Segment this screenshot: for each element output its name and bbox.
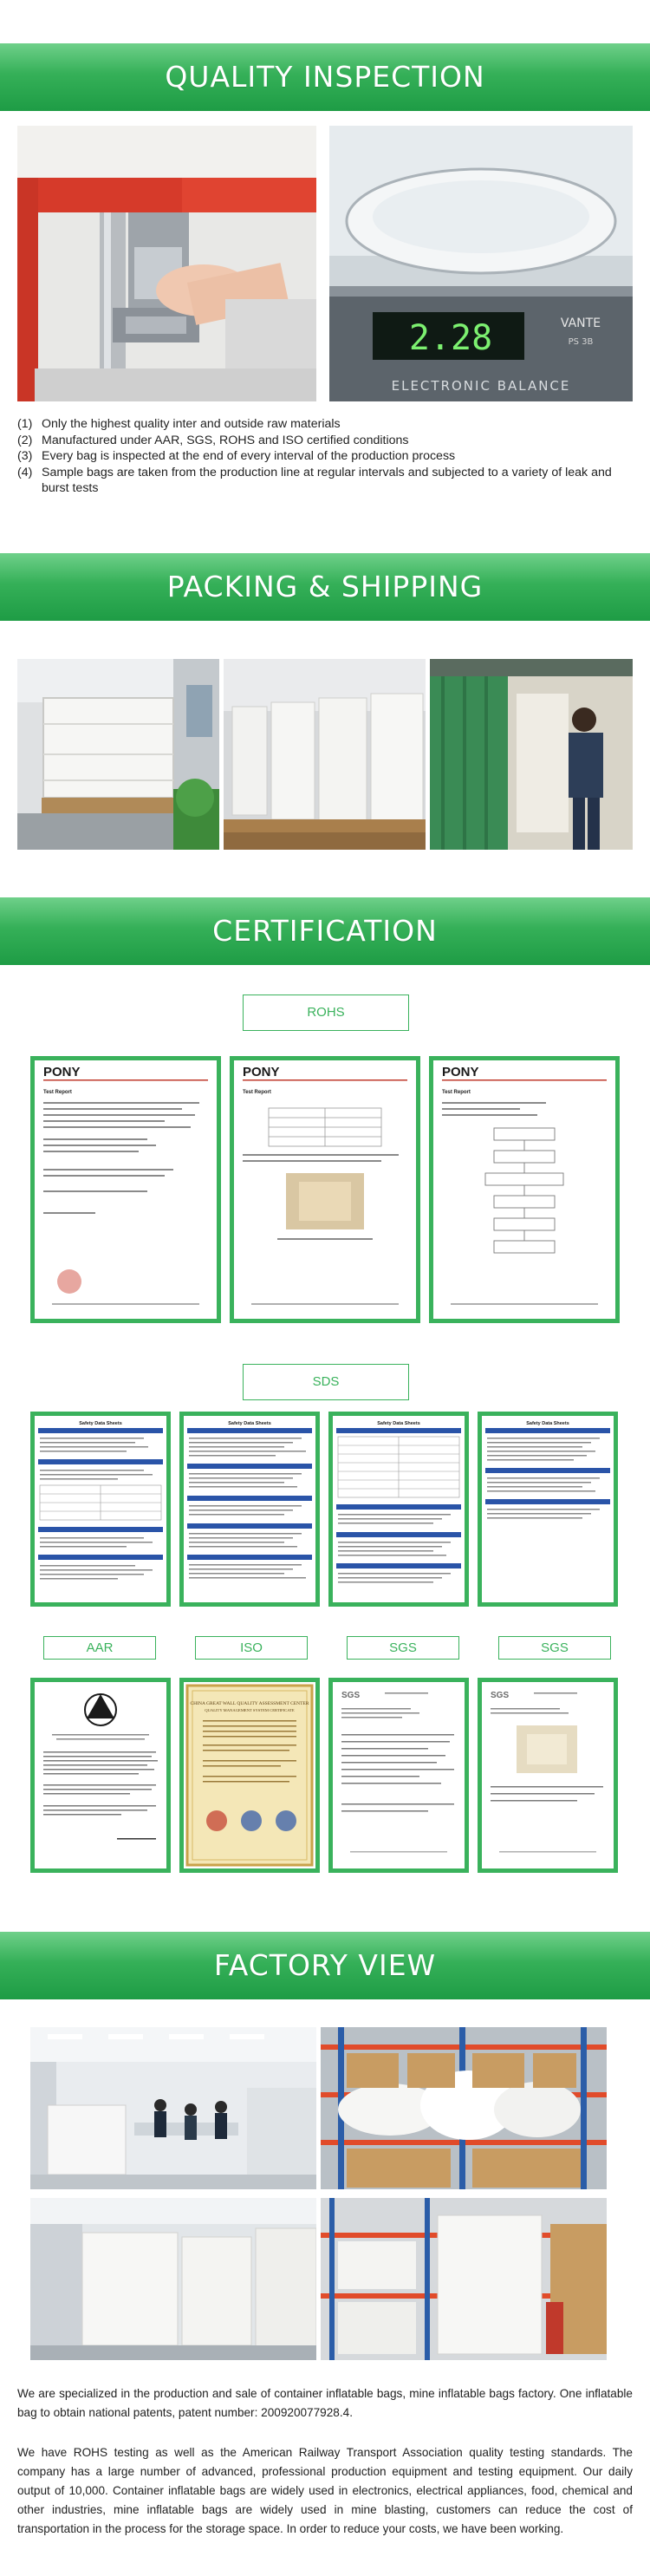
factory-workshop-photo-2 (30, 2198, 316, 2360)
packing-shipping-title: PACKING & SHIPPING (166, 570, 484, 603)
iso-label: ISO (195, 1636, 308, 1660)
svg-text:Safety Data Sheets: Safety Data Sheets (377, 1421, 420, 1426)
sds-sheet-2 (179, 1412, 320, 1607)
rohs-report-page-2 (230, 1056, 420, 1323)
iso-certificate (179, 1678, 320, 1873)
pony-logo: PONY (43, 1065, 81, 1079)
sgs-label-2: SGS (498, 1636, 611, 1660)
sds-sheet-1 (30, 1412, 171, 1607)
sds-sheet-3 (328, 1412, 469, 1607)
factory-warehouse-photo-2 (321, 2198, 607, 2360)
aar-certificate (30, 1678, 171, 1873)
packed-bags-photo (224, 659, 426, 850)
factory-workshop-photo-1 (30, 2027, 316, 2189)
svg-text:QUALITY MANAGEMENT SYSTEM CERT: QUALITY MANAGEMENT SYSTEM CERTIFICATE (205, 1708, 295, 1712)
rohs-report-page-1 (30, 1056, 221, 1323)
quality-inspection-banner (0, 43, 650, 111)
quality-inspection-title: QUALITY INSPECTION (165, 60, 485, 94)
svg-text:Test Report: Test Report (442, 1090, 471, 1095)
factory-warehouse-photo-1 (321, 2027, 607, 2189)
certification-title: CERTIFICATION (212, 914, 438, 948)
certification-banner (0, 897, 650, 965)
sgs-label-1: SGS (347, 1636, 459, 1660)
scale-display-value: 2.28 (408, 318, 493, 358)
list-item: (3) Every bag is inspected at the end of every interval of the production process (17, 449, 456, 463)
svg-text:Test Report: Test Report (243, 1090, 271, 1095)
factory-description-1: We are specialized in the production and sale of container inflatable bags, mine inflatable bags factory. One inflatable bag to obtain national patents, patent number: 200920077928.4. (17, 2387, 633, 2419)
svg-text:Safety Data Sheets: Safety Data Sheets (228, 1421, 271, 1426)
tensile-tester-photo (17, 126, 316, 401)
sgs-certificate-1 (328, 1678, 469, 1873)
list-item: (4) Sample bags are taken from the production line at regular intervals and subjected to a variety of leak and burst tests (17, 465, 612, 495)
aar-label: AAR (43, 1636, 156, 1660)
svg-text:CHINA GREAT WALL QUALITY ASSES: CHINA GREAT WALL QUALITY ASSESSMENT CENTER (190, 1701, 309, 1706)
quality-list (17, 416, 633, 497)
list-item: (2) Manufactured under AAR, SGS, ROHS and ISO certified conditions (17, 433, 409, 447)
container-loading-photo (430, 659, 633, 850)
pony-logo: PONY (442, 1065, 479, 1079)
sds-sheet-4 (478, 1412, 618, 1607)
factory-description-2: We have ROHS testing as well as the American Railway Transport Association quality testing standards. The company has a large number of advanced, professional production equipment and testing equipment. Our daily output of 10,000. Container inflatable bags are widely used in electronics, electrical appliances, food, chemical and other industries, mine inflatable bags are widely used in mine blasting, customers can reduce the cost of transportation in the process for the storage space. In order to reduce your costs, we have been working. (17, 2446, 633, 2535)
sgs-logo: SGS (341, 1691, 361, 1700)
pallet-packing-photo (17, 659, 219, 850)
svg-text:Test Report: Test Report (43, 1090, 72, 1095)
sgs-logo: SGS (491, 1691, 510, 1700)
factory-view-title: FACTORY VIEW (213, 1948, 437, 1982)
sds-label: SDS (243, 1364, 409, 1400)
pony-logo: PONY (243, 1065, 280, 1079)
svg-text:Safety Data Sheets: Safety Data Sheets (79, 1421, 122, 1426)
scale-label: ELECTRONIC BALANCE (391, 378, 571, 394)
factory-view-banner (0, 1932, 650, 1999)
rohs-report-page-3 (429, 1056, 620, 1323)
electronic-balance-photo (329, 126, 633, 401)
list-item: (1) Only the highest quality inter and outside raw materials (17, 417, 341, 431)
scale-brand: VANTE (560, 316, 601, 330)
packing-shipping-banner (0, 553, 650, 621)
svg-text:Safety Data Sheets: Safety Data Sheets (526, 1421, 569, 1426)
sgs-certificate-2 (478, 1678, 618, 1873)
rohs-label: ROHS (243, 995, 409, 1031)
scale-model: PS 3B (568, 337, 594, 347)
